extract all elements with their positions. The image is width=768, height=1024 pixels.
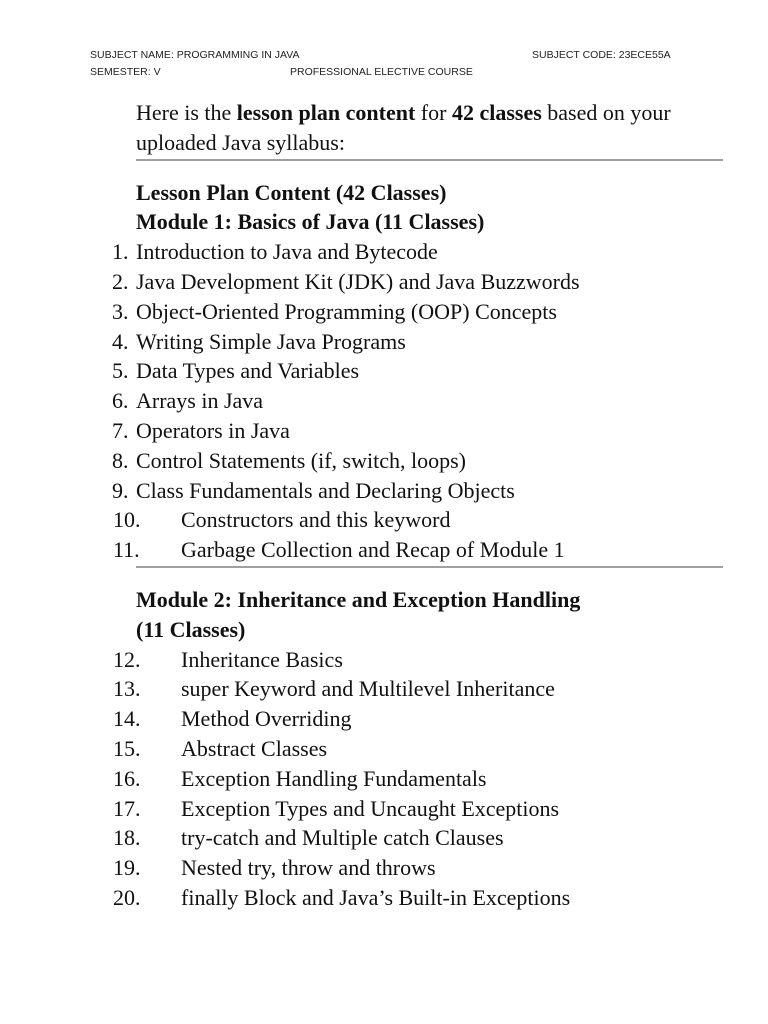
- item-text: Object-Oriented Programming (OOP) Concepts: [136, 298, 557, 324]
- item-text: Writing Simple Java Programs: [136, 328, 406, 354]
- list-item: [0, 794, 768, 824]
- intro-text: based on your uploaded Java syllabus:: [136, 100, 671, 155]
- item-number: 15.: [113, 735, 141, 761]
- intro-text: Here is the: [136, 100, 237, 125]
- list-item: [0, 386, 768, 416]
- item-number: 2.: [112, 268, 129, 294]
- item-text: Garbage Collection and Recap of Module 1: [181, 537, 565, 563]
- list-item: [0, 446, 768, 476]
- item-text: Arrays in Java: [136, 388, 264, 414]
- module-1-heading: Module 1: Basics of Java (11 Classes): [136, 209, 485, 235]
- item-text: Constructors and this keyword: [181, 507, 451, 533]
- item-number: 10.: [113, 507, 141, 533]
- list-item: [0, 883, 768, 913]
- item-number: 6.: [112, 388, 129, 414]
- divider: [136, 566, 723, 568]
- intro-text: for: [415, 100, 452, 125]
- list-item: [0, 823, 768, 853]
- intro-bold-classes: 42 classes: [451, 100, 542, 125]
- item-text: Control Statements (if, switch, loops): [136, 447, 466, 473]
- list-item: [0, 505, 768, 535]
- item-number: 1.: [112, 239, 129, 265]
- item-text: super Keyword and Multilevel Inheritance: [181, 676, 555, 702]
- list-item: [0, 535, 768, 565]
- divider: [136, 159, 723, 161]
- list-item: [0, 297, 768, 327]
- item-text: Class Fundamentals and Declaring Objects: [136, 477, 515, 503]
- course-type: PROFESSIONAL ELECTIVE COURSE: [290, 66, 473, 78]
- item-number: 3.: [112, 298, 129, 324]
- lesson-plan-title: Lesson Plan Content (42 Classes): [136, 179, 447, 205]
- item-number: 20.: [113, 884, 141, 910]
- item-text: Data Types and Variables: [136, 358, 360, 384]
- item-text: Java Development Kit (JDK) and Java Buzzwords: [136, 268, 580, 294]
- list-item: [0, 764, 768, 794]
- module-1-list: [0, 237, 768, 565]
- module-2-heading-line1: Module 2: Inheritance and Exception Handling: [136, 586, 581, 612]
- item-text: Inheritance Basics: [181, 646, 343, 672]
- item-number: 9.: [112, 477, 129, 503]
- list-item: [0, 734, 768, 764]
- item-number: 11.: [113, 537, 140, 563]
- list-item: [0, 356, 768, 386]
- item-number: 17.: [113, 795, 141, 821]
- item-text: Exception Types and Uncaught Exceptions: [181, 795, 560, 821]
- document-body: [0, 98, 768, 913]
- list-item: [0, 704, 768, 734]
- item-number: 13.: [113, 676, 141, 702]
- module-2-heading-line2: (11 Classes): [136, 616, 246, 642]
- list-item: [0, 853, 768, 883]
- intro-bold-lesson-plan: lesson plan content: [236, 100, 416, 125]
- item-text: Method Overriding: [181, 706, 352, 732]
- list-item: [0, 327, 768, 357]
- item-number: 14.: [113, 706, 141, 732]
- item-text: Introduction to Java and Bytecode: [136, 239, 438, 265]
- item-text: Operators in Java: [136, 417, 290, 443]
- module-2-list: [0, 645, 768, 913]
- list-item: [0, 645, 768, 675]
- module-2-heading: [136, 585, 696, 645]
- list-item: [0, 416, 768, 446]
- item-number: 4.: [112, 328, 129, 354]
- list-item: [0, 237, 768, 267]
- item-number: 12.: [113, 646, 141, 672]
- item-text: Nested try, throw and throws: [181, 855, 436, 881]
- item-text: Exception Handling Fundamentals: [181, 765, 487, 791]
- list-item: [0, 267, 768, 297]
- item-number: 7.: [112, 417, 129, 443]
- semester: SEMESTER: V: [90, 66, 161, 78]
- list-item: [0, 476, 768, 506]
- item-number: 8.: [112, 447, 129, 473]
- item-text: finally Block and Java’s Built-in Exceptions: [181, 884, 571, 910]
- subject-code: SUBJECT CODE: 23ECE55A: [532, 49, 671, 61]
- item-number: 16.: [113, 765, 141, 791]
- item-number: 19.: [113, 855, 141, 881]
- item-number: 18.: [113, 825, 141, 851]
- item-text: try-catch and Multiple catch Clauses: [181, 825, 504, 851]
- subject-name: SUBJECT NAME: PROGRAMMING IN JAVA: [90, 49, 300, 61]
- item-number: 5.: [112, 358, 129, 384]
- intro-paragraph: [136, 98, 696, 158]
- list-item: [0, 674, 768, 704]
- item-text: Abstract Classes: [181, 735, 328, 761]
